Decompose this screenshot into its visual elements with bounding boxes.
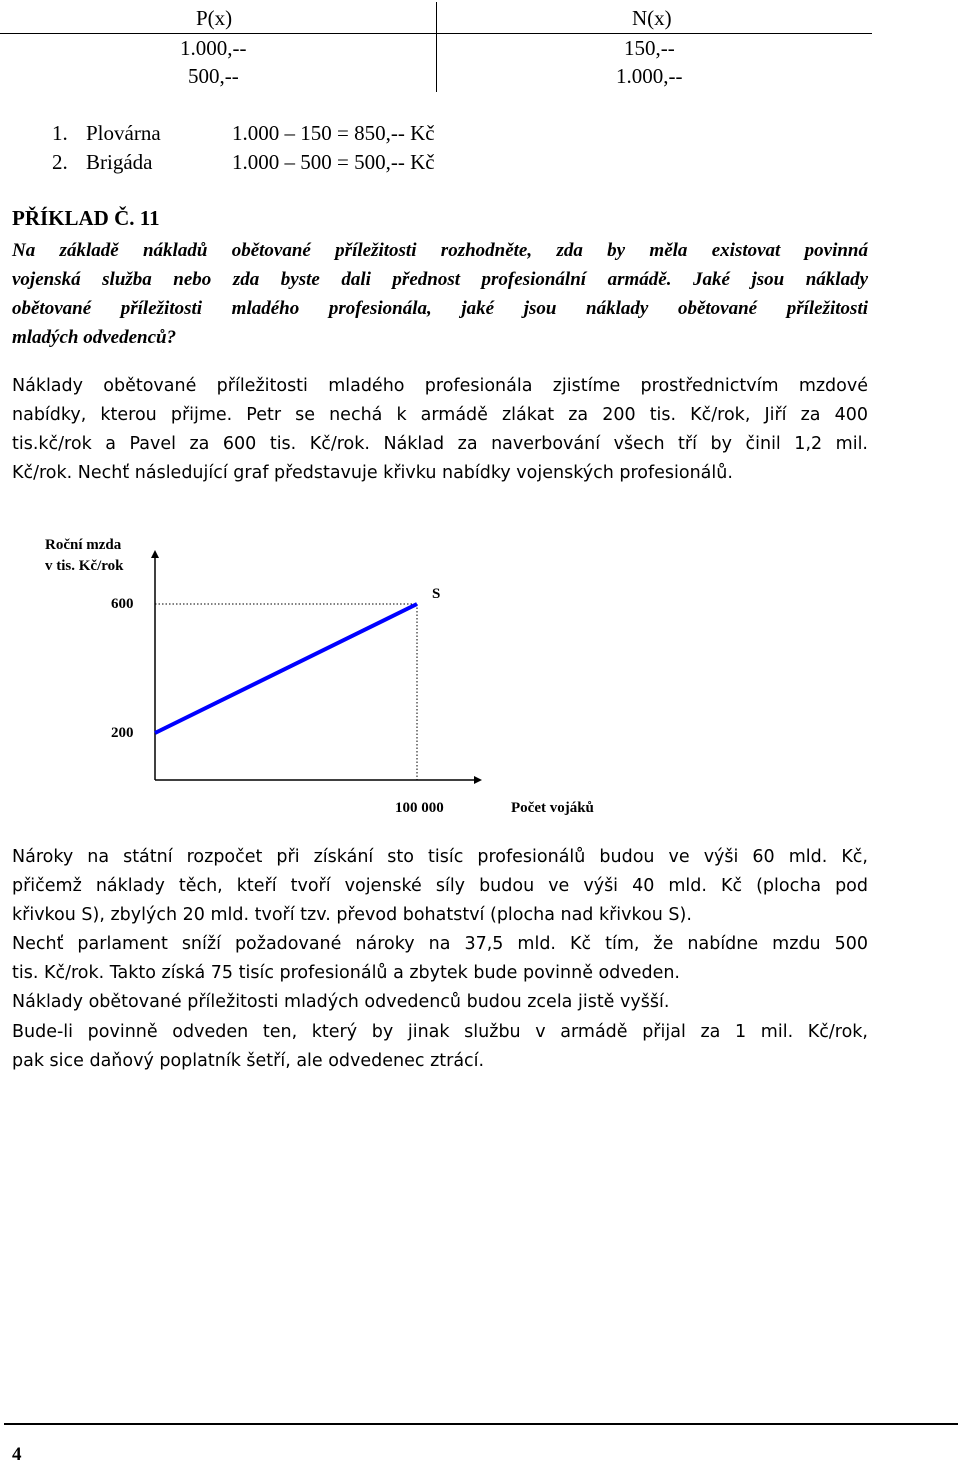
conclusion-paragraph — [12, 1018, 868, 1076]
question-line: vojenská služba nebo zda byste dali přednost profesionální armádě. Jaké jsou náklady — [12, 269, 868, 290]
example-heading: PŘÍKLAD Č. 11 — [12, 206, 160, 230]
list-item-number: 2. — [52, 150, 68, 174]
supply-curve-line — [155, 604, 417, 733]
budget-paragraph — [12, 843, 868, 930]
y-axis-label-line2: v tis. Kč/rok — [45, 558, 124, 574]
list-item-name: Brigáda — [86, 150, 153, 174]
paragraph-line: tis.kč/rok a Pavel za 600 tis. Kč/rok. Náklad za naverbování všech tří by činil 1,2 mil. — [12, 434, 868, 454]
y-tick-label-200: 200 — [111, 725, 134, 741]
conscript-cost-paragraph — [12, 988, 868, 1017]
series-label-s: S — [432, 586, 441, 602]
table-cell-p: 500,-- — [188, 64, 239, 88]
table-header-p: P(x) — [196, 6, 233, 30]
x-axis-label: Počet vojáků — [511, 800, 594, 816]
list-item-calc: 1.000 – 150 = 850,-- Kč — [232, 121, 435, 145]
paragraph-line: Náklady obětované příležitosti mladého profesionála zjistíme prostřednictvím mzdové — [12, 376, 868, 396]
table-cell-p: 1.000,-- — [180, 36, 247, 60]
question-line: obětované příležitosti mladého profesionála, jaké jsou náklady obětované příležitosti — [12, 298, 868, 319]
table-cell-n: 1.000,-- — [616, 64, 683, 88]
list-item-name: Plovárna — [86, 121, 161, 145]
x-tick-label-100000: 100 000 — [395, 800, 444, 816]
paragraph-line: přičemž náklady těch, kteří tvoří vojenské síly budou ve výši 40 mld. Kč (plocha pod — [12, 876, 868, 896]
list-item-number: 1. — [52, 121, 68, 145]
y-axis-label-line1: Roční mzda — [45, 537, 122, 553]
table-header-n: N(x) — [632, 6, 672, 30]
paragraph-line: pak sice daňový poplatník šetří, ale odvedenec ztrácí. — [12, 1051, 485, 1071]
page-number: 4 — [12, 1444, 22, 1465]
paragraph-line: tis. Kč/rok. Takto získá 75 tisíc profesionálů a zbytek bude povinně odveden. — [12, 963, 680, 983]
question-line: mladých odvedenců? — [12, 327, 177, 348]
paragraph-line: nabídky, kterou přijme. Petr se nechá k armádě zlákat za 200 tis. Kč/rok, Jiří za 400 — [12, 405, 868, 425]
list-item-calc: 1.000 – 500 = 500,-- Kč — [232, 150, 435, 174]
table-cell-n: 150,-- — [624, 36, 675, 60]
paragraph-line: Bude-li povinně odveden ten, který by jinak službu v armádě přijal za 1 mil. Kč/rok, — [12, 1022, 868, 1042]
question-line: Na základě nákladů obětované příležitosti rozhodněte, zda by měla existovat povinná — [12, 240, 868, 261]
paragraph-line: Kč/rok. Nechť následující graf představuje křivku nabídky vojenských profesionálů. — [12, 463, 733, 483]
paragraph-line: Nechť parlament sníží požadované nároky na 37,5 mld. Kč tím, že nabídne mzdu 500 — [12, 934, 868, 954]
paragraph-line: Náklady obětované příležitosti mladých odvedenců budou zcela jistě vyšší. — [12, 992, 670, 1012]
footer-rule — [4, 1423, 958, 1425]
paragraph-line: křivkou S), zbylých 20 mld. tvoří tzv. převod bohatství (plocha nad křivkou S). — [12, 905, 692, 925]
paragraph-line: Nároky na státní rozpočet při získání sto tisíc profesionálů budou ve výši 60 mld. Kč, — [12, 847, 868, 867]
parliament-paragraph — [12, 930, 868, 988]
y-tick-label-600: 600 — [111, 596, 134, 612]
